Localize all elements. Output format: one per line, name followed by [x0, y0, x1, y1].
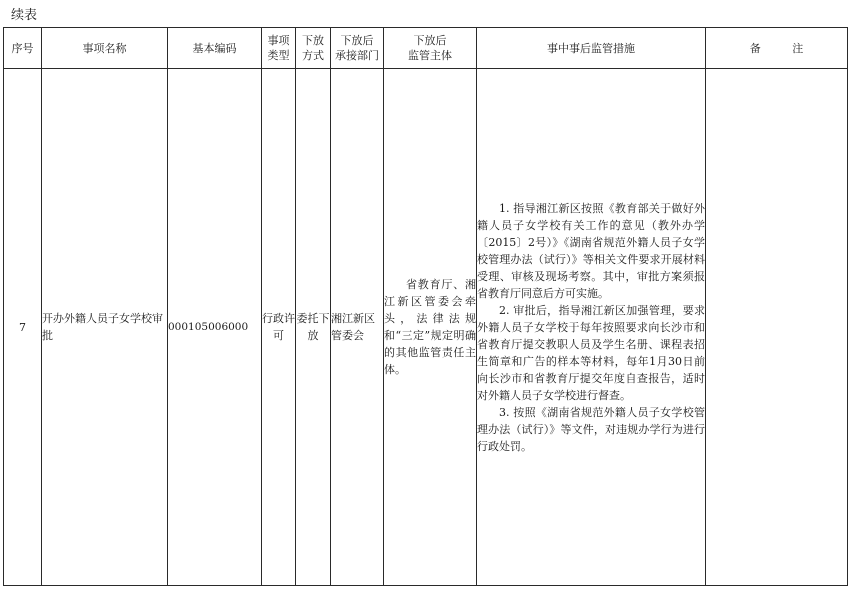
- measure-paragraph: 1. 指导湘江新区按照《教育部关于做好外籍人员子女学校有关工作的意见（教外办学〔2015〕2号）》《湖南省规范外籍人员子女学校管理办法（试行）》等相关文件要求开展材料受理、审核及现场考察。其中，审批方案须报省教育厅同意后方可实施。: [477, 201, 705, 300]
- row-supervision-measures: [477, 69, 706, 586]
- header-row: [4, 28, 848, 69]
- header-receiving-department: 下放后 承接部门: [331, 28, 384, 69]
- row-remarks: [706, 69, 848, 586]
- row-item-name: 开办外籍人员子女学校审批: [42, 69, 168, 586]
- row-supervising-subject: 省教育厅、湘江新区管委会牵头，法律法规和“三定”规定明确的其他监管责任主体。: [384, 69, 477, 586]
- table-row: [4, 69, 848, 586]
- supervision-table: [3, 27, 848, 586]
- header-supervision-measures: 事中事后监管措施: [477, 28, 706, 69]
- row-receiving-department: 湘江新区管委会: [331, 69, 384, 586]
- table-caption: 续表: [11, 8, 38, 23]
- header-remarks-char-1: 备: [749, 41, 761, 55]
- header-index: 序号: [4, 28, 42, 69]
- header-basic-code: 基本编码: [168, 28, 262, 69]
- measure-paragraph: 3. 按照《湖南省规范外籍人员子女学校管理办法（试行）》等文件，对违规办学行为进行行政处罚。: [477, 405, 705, 453]
- header-remarks: [706, 28, 848, 69]
- row-index: 7: [4, 69, 42, 586]
- header-remarks-char-2: 注: [792, 41, 804, 55]
- header-item-name: 事项名称: [42, 28, 168, 69]
- header-item-type: 事项 类型: [262, 28, 296, 69]
- measure-paragraph: 2. 审批后，指导湘江新区加强管理，要求外籍人员子女学校于每年按照要求向长沙市和省教育厅提交教职人员及学生名册、课程表招生简章和广告的样本等材料，每年1月30日前向长沙市和省教育厅提交年度自查报告，适时对外籍人员子女学校进行督查。: [477, 303, 705, 402]
- row-basic-code: 000105006000: [168, 69, 262, 586]
- header-supervising-subject: 下放后 监管主体: [384, 28, 477, 69]
- header-delegation-mode: 下放 方式: [296, 28, 331, 69]
- row-delegation-mode: 委托下放: [296, 69, 331, 586]
- row-item-type: 行政许可: [262, 69, 296, 586]
